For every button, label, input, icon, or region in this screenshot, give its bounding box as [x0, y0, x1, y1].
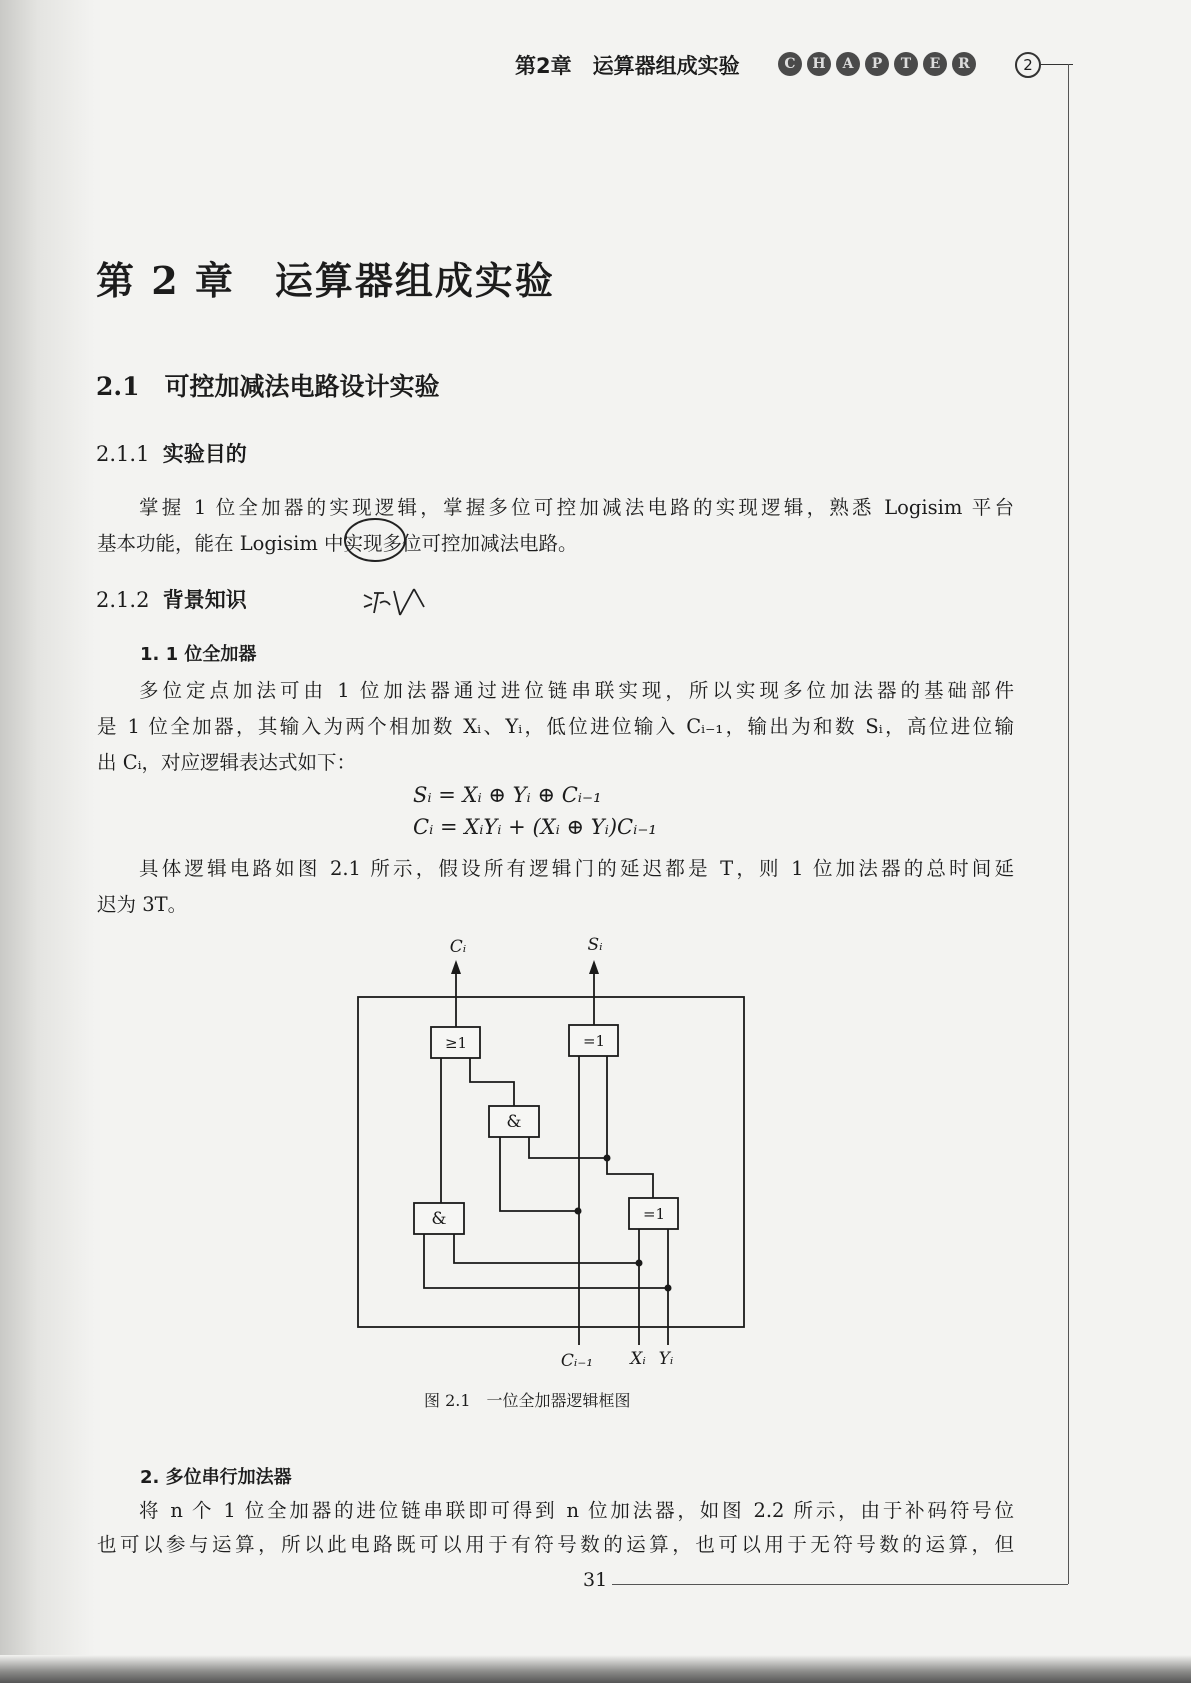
subsection-title: 实验目的 — [162, 442, 247, 466]
subsection-number: 2.1.1 — [96, 442, 150, 466]
figure-caption: 图 2.1 一位全加器逻辑框图 — [424, 1391, 631, 1410]
chapter-letter: A — [836, 52, 860, 76]
chapter-letter: P — [865, 52, 889, 76]
chapter-letter: E — [923, 52, 947, 76]
diagram-frame — [358, 997, 744, 1327]
item-heading: 1. 1 位全加器 — [140, 644, 257, 665]
xor-gate-label: =1 — [582, 1032, 606, 1050]
section-heading: 2.1 可控加减法电路设计实验 — [96, 372, 440, 401]
item-heading: 2. 多位串行加法器 — [140, 1467, 292, 1488]
or-gate-label: ≥1 — [444, 1034, 468, 1052]
chapter-letter: C — [778, 52, 802, 76]
paragraph-line: 将 n 个 1 位全加器的进位链串联即可得到 n 位加法器，如图 2.2 所示，由于补码符号位 — [139, 1499, 1014, 1522]
xor-gate-label: =1 — [642, 1205, 666, 1223]
y-input-label: Yᵢ — [658, 1349, 674, 1369]
x-input-label: Xᵢ — [630, 1349, 646, 1369]
footer-rule — [612, 1584, 1068, 1585]
sum-out-label: Sᵢ — [587, 935, 603, 955]
chapter-title: 第 2 章 运算器组成实验 — [96, 258, 555, 303]
running-header: 第2章 运算器组成实验 — [515, 54, 740, 78]
and-gate-label: & — [506, 1112, 522, 1132]
paragraph-line: 出 Cᵢ，对应逻辑表达式如下： — [97, 751, 357, 774]
formula-carry: Cᵢ = XᵢYᵢ + (Xᵢ ⊕ Yᵢ)Cᵢ₋₁ — [413, 815, 657, 839]
chapter-letter: H — [807, 52, 831, 76]
page-number: 31 — [583, 1569, 608, 1591]
paragraph-line: 是 1 位全加器，其输入为两个相加数 Xᵢ、Yᵢ，低位进位输入 Cᵢ₋₁，输出为和数 Sᵢ，高位进位输 — [97, 715, 1014, 738]
paragraph-line: 多位定点加法可由 1 位加法器通过进位链串联实现，所以实现多位加法器的基础部件 — [139, 679, 1014, 702]
paragraph-line: 也可以参与运算，所以此电路既可以用于有符号数的运算，也可以用于无符号数的运算，但 — [97, 1533, 1014, 1556]
chapter-letter: T — [894, 52, 918, 76]
carry-out-label: Cᵢ — [449, 937, 467, 957]
paragraph-line: 基本功能，能在 Logisim 中实现多位可控加减法电路。 — [97, 532, 578, 555]
carry-in-label: Cᵢ₋₁ — [560, 1351, 594, 1371]
subsection-number: 2.1.2 — [96, 588, 150, 612]
chapter-letter: R — [952, 52, 976, 76]
paragraph-line: 具体逻辑电路如图 2.1 所示，假设所有逻辑门的延迟都是 T，则 1 位加法器的总时间延 — [139, 857, 1014, 880]
subsection-title: 背景知识 — [162, 588, 247, 612]
chapter-number: 2 — [1015, 52, 1041, 78]
formula-sum: Sᵢ = Xᵢ ⊕ Yᵢ ⊕ Cᵢ₋₁ — [413, 783, 602, 807]
paragraph-line: 掌握 1 位全加器的实现逻辑，掌握多位可控加减法电路的实现逻辑，熟悉 Logisim 平台 — [139, 496, 1014, 519]
and-gate-label: & — [431, 1209, 447, 1229]
paragraph-line: 迟为 3T。 — [97, 893, 188, 916]
